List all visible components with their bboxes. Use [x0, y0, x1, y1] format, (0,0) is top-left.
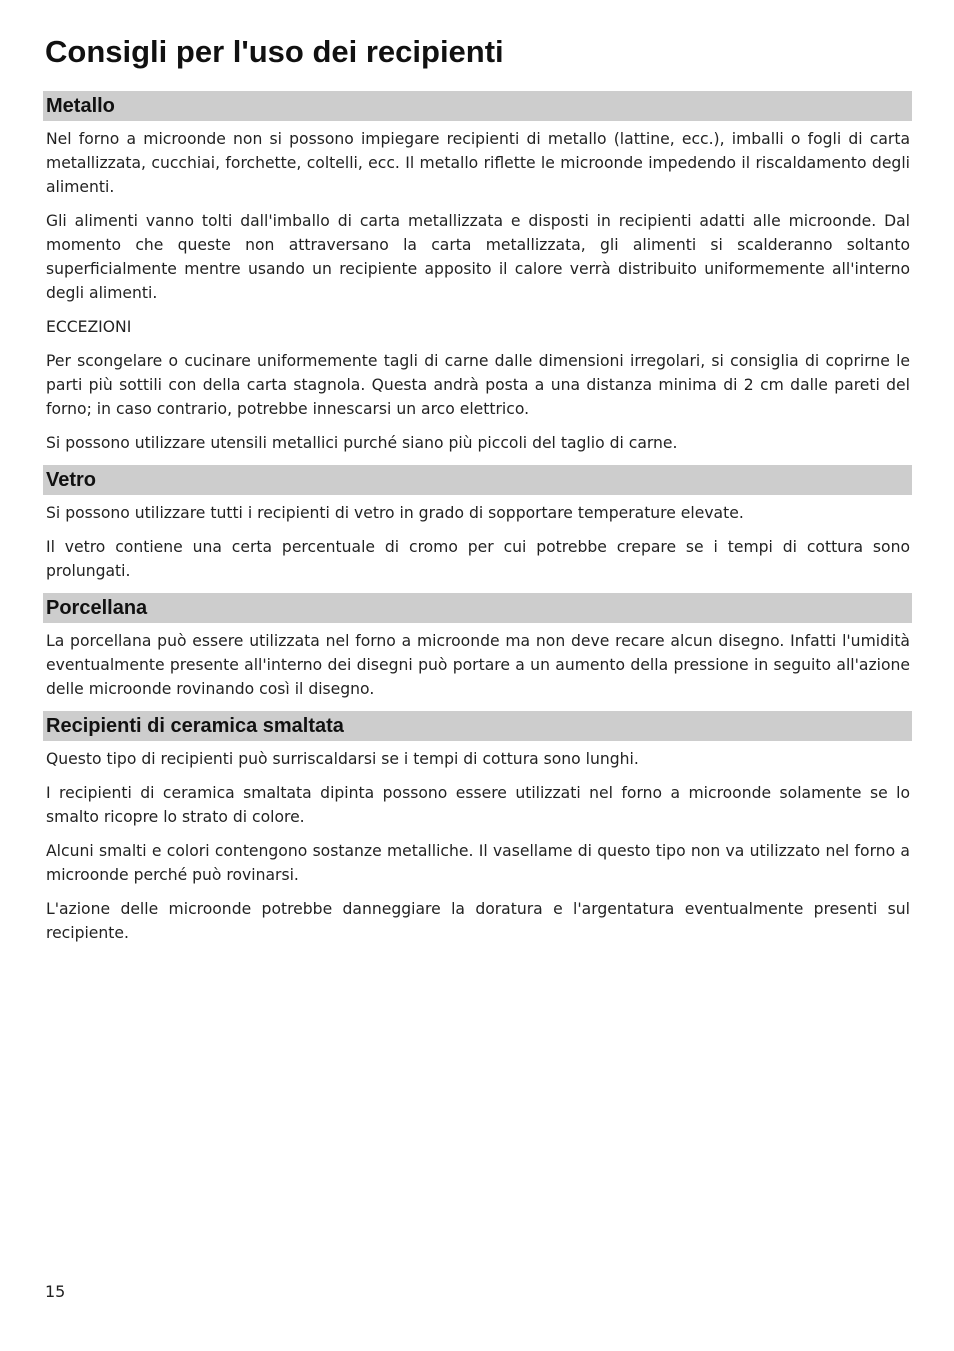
paragraph: Questo tipo di recipienti può surriscaldarsi se i tempi di cottura sono lunghi. [46, 750, 639, 768]
section-vetro [43, 465, 912, 583]
page-title: Consigli per l'uso dei recipienti [45, 34, 504, 69]
paragraph: Nel forno a microonde non si possono impiegare recipienti di metallo (lattine, ecc.), imballi o fogli di carta metallizzata, cucchiai, forchette, coltelli, ecc. Il metallo riflette le microonde impedendo il riscaldamento degli alimenti. [46, 130, 910, 196]
paragraph: I recipienti di ceramica smaltata dipinta possono essere utilizzati nel forno a microonde solamente se lo smalto ricopre lo strato di colore. [46, 784, 910, 826]
paragraph: Si possono utilizzare tutti i recipienti di vetro in grado di sopportare temperature elevate. [46, 504, 744, 522]
paragraph: Gli alimenti vanno tolti dall'imballo di carta metallizzata e disposti in recipienti adatti alle microonde. Dal momento che queste non attraversano la carta metallizzata, gli alimenti si scalderanno soltanto superficialmente mentre usando un recipiente apposito il calore verrà distribuito uniformemente all'interno degli alimenti. [46, 212, 910, 302]
paragraph: L'azione delle microonde potrebbe danneggiare la doratura e l'argentatura eventualmente presenti sul recipiente. [46, 900, 910, 942]
section-heading: Vetro [43, 465, 912, 495]
paragraph: Alcuni smalti e colori contengono sostanze metalliche. Il vasellame di questo tipo non va utilizzato nel forno a microonde perché può rovinarsi. [46, 842, 910, 884]
paragraph: Per scongelare o cucinare uniformemente tagli di carne dalle dimensioni irregolari, si consiglia di coprirne le parti più sottili con della carta stagnola. Questa andrà posta a una distanza minima di 2 cm dalle pareti del forno; in caso contrario, potrebbe innescarsi un arco elettrico. [46, 352, 910, 418]
paragraph: Il vetro contiene una certa percentuale di cromo per cui potrebbe crepare se i tempi di cottura sono prolungati. [46, 538, 910, 580]
paragraph: Si possono utilizzare utensili metallici purché siano più piccoli del taglio di carne. [46, 434, 678, 452]
section-metallo [43, 91, 912, 455]
section-heading: Metallo [43, 91, 912, 121]
section-heading: Recipienti di ceramica smaltata [43, 711, 912, 741]
section-ceramica-smaltata [43, 711, 912, 945]
document-body [43, 91, 912, 955]
page-number: 15 [45, 1282, 66, 1301]
paragraph: La porcellana può essere utilizzata nel forno a microonde ma non deve recare alcun disegno. Infatti l'umidità eventualmente presente all'interno dei disegni può portare a un aumento della pressione in seguito all'azione delle microonde rovinando così il disegno. [46, 632, 910, 698]
section-porcellana [43, 593, 912, 701]
section-heading: Porcellana [43, 593, 912, 623]
paragraph-eccezioni-label: ECCEZIONI [46, 318, 132, 336]
